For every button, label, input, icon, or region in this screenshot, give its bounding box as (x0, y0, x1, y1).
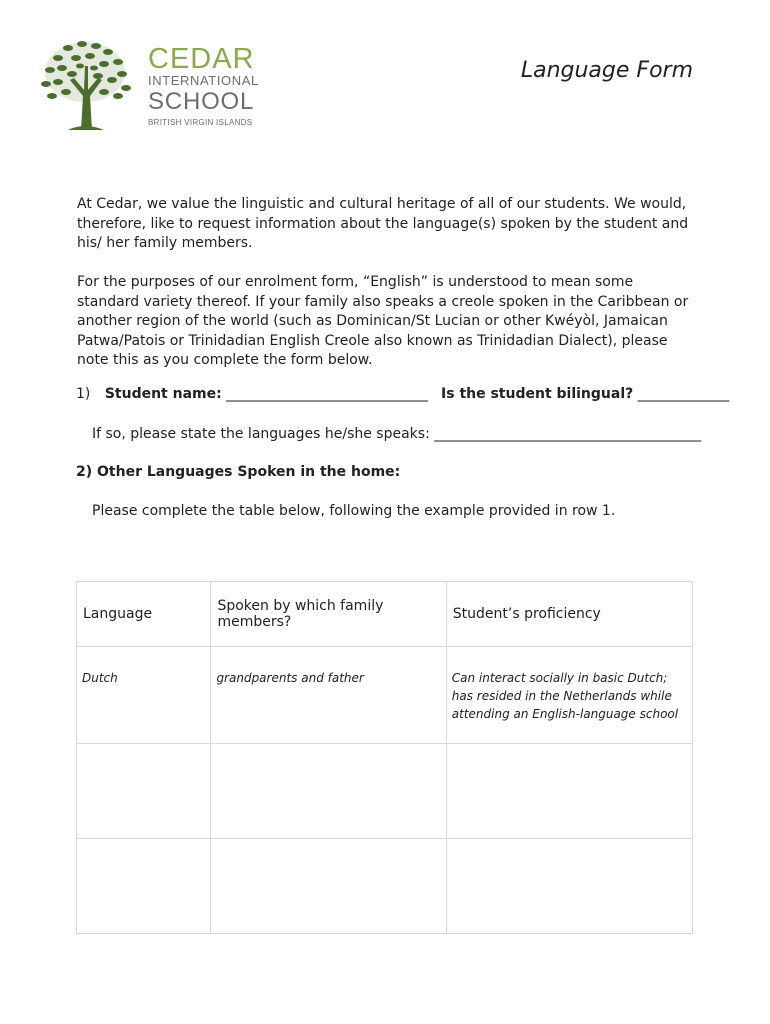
logo-wordmark (148, 44, 259, 129)
student-name-label: Student name: (104, 386, 222, 402)
table-instruction: Please complete the table below, following the example provided in row 1. (92, 503, 616, 519)
logo-location: BRITISH VIRGIN ISLANDS (148, 118, 253, 127)
logo-international: INTERNATIONAL (148, 73, 259, 88)
table-row (77, 647, 693, 744)
tree-icon (38, 36, 133, 132)
family-members-cell[interactable] (211, 839, 446, 934)
table-row (77, 839, 693, 934)
section-2-heading: 2) Other Languages Spoken in the home: (76, 464, 401, 480)
bilingual-label: Is the student bilingual? (441, 386, 634, 402)
example-family-members: grandparents and father (211, 647, 446, 744)
table-header-row (77, 582, 693, 647)
bilingual-field[interactable]: ______________ (637, 386, 729, 402)
language-cell[interactable] (77, 744, 211, 839)
header-proficiency: Student’s proficiency (446, 582, 692, 647)
school-logo (38, 36, 268, 136)
question-1-row (76, 386, 729, 402)
languages-field[interactable]: _________________________________________ (434, 426, 701, 442)
intro-paragraph: At Cedar, we value the linguistic and cultural heritage of all of our students. We would, therefore, like to request information about the language(s) spoken by the student and his/ her family members. (77, 196, 689, 251)
example-proficiency: Can interact socially in basic Dutch; has resided in the Netherlands while attending an English-language school (446, 647, 692, 744)
question-number: 1) (76, 386, 91, 402)
header-language: Language (77, 582, 211, 647)
logo-cedar: CEDAR (148, 43, 255, 75)
form-title: Language Form (520, 58, 693, 83)
languages-row (92, 426, 701, 442)
proficiency-cell[interactable] (446, 744, 692, 839)
languages-label: If so, please state the languages he/she speaks: (92, 426, 430, 442)
purpose-paragraph: For the purposes of our enrolment form, “English” is understood to mean some standard variety thereof. If your family also speaks a creole spoken in the Caribbean or another region of the world (such as Dominican/St Lucian or other Kwéyòl, Jamaican Patwa/Patois or Trinidadian English Creole also known as Trinidadian Dialect), please note this as you complete the form below. (77, 274, 689, 368)
header-family-members: Spoken by which family members? (211, 582, 446, 647)
proficiency-cell[interactable] (446, 839, 692, 934)
language-cell[interactable] (77, 839, 211, 934)
languages-table (76, 581, 693, 934)
example-language: Dutch (77, 647, 211, 744)
table-row (77, 744, 693, 839)
student-name-field[interactable]: _______________________________ (226, 386, 428, 402)
logo-school: SCHOOL (148, 88, 255, 115)
family-members-cell[interactable] (211, 744, 446, 839)
